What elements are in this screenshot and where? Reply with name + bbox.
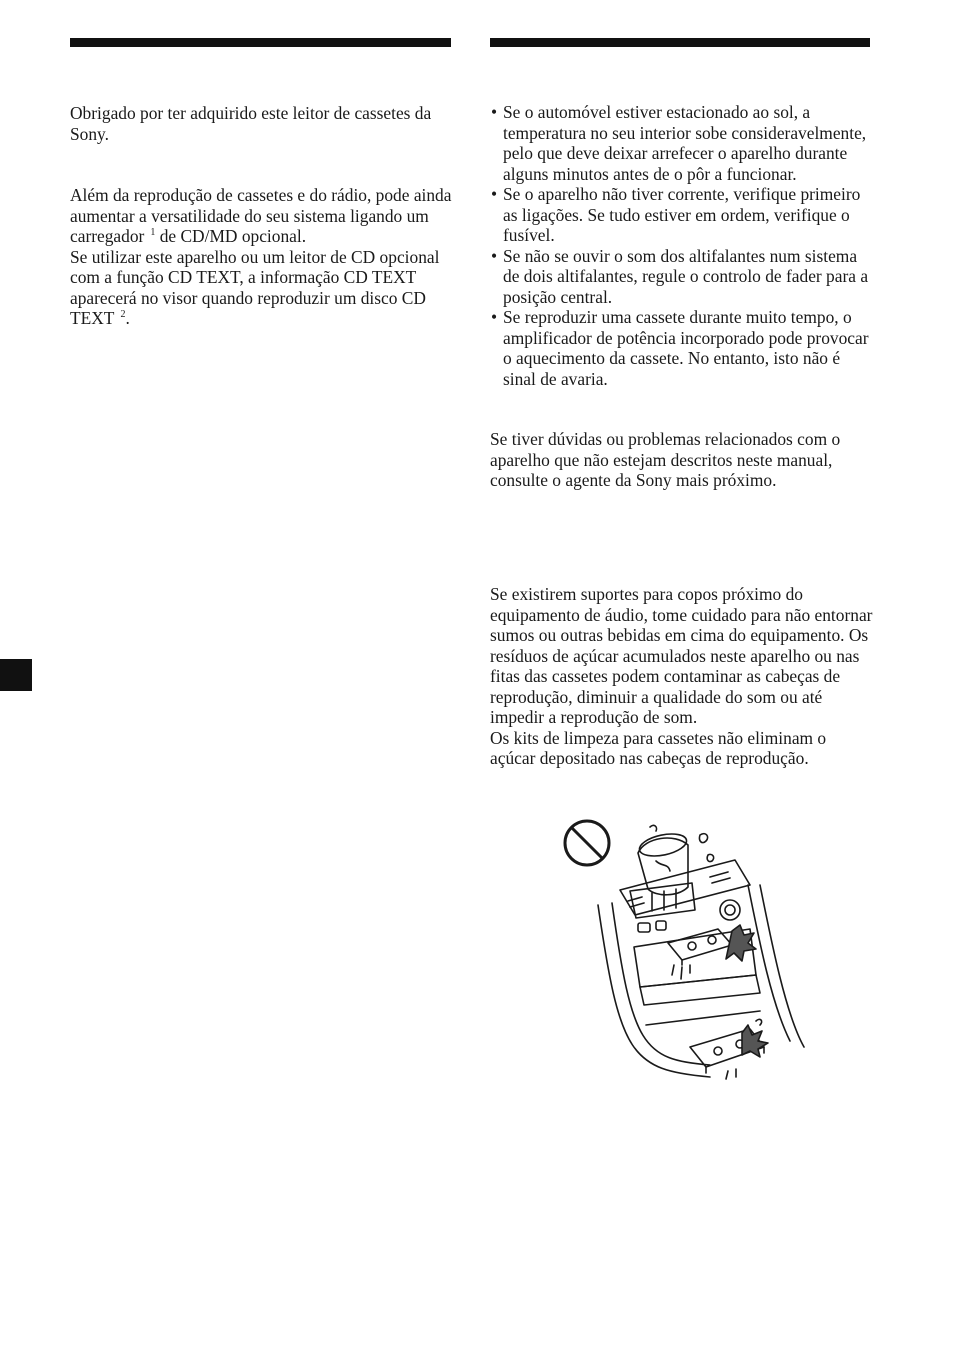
cup-holder-paragraph: Se existirem suportes para copos próximo do equipamento de áudio, tome cuidado para não entornar sumos ou outras bebidas em cima do equipamento. Os resíduos de açúcar acumulados neste aparelho ou nas fitas das cassetes podem contaminar as cabeças de reprodução, diminuir a qualidade do som ou até impedir a reprodução de som.: [490, 584, 873, 727]
precaution-item: [490, 246, 875, 308]
precaution-text: Se o aparelho não tiver corrente, verifique primeiro as ligações. Se tudo estiver em ordem, verifique o fusível.: [503, 184, 861, 245]
cdtext-text: Se utilizar este aparelho ou um leitor de CD opcional com a função CD TEXT, a informação CD TEXT aparecerá no visor quando reproduzir um disco CD TEXT: [70, 246, 440, 328]
bullet-dot: •: [491, 102, 498, 122]
help-block: [490, 429, 875, 491]
section-tab-marker: [0, 659, 32, 691]
features-text-end: de CD/MD opcional.: [155, 226, 307, 246]
features-paragraph: [70, 185, 455, 247]
left-column: [70, 103, 455, 144]
bullet-dot: •: [491, 245, 498, 266]
precautions-block: [490, 102, 875, 389]
features-text: Além da reprodução de cassetes e do rádio, pode ainda aumentar a versatilidade do seu sistema ligando um carregador: [70, 185, 452, 246]
bullet-dot: •: [491, 184, 498, 204]
features-block: [70, 185, 455, 329]
precaution-item: [490, 102, 875, 184]
footnote-ref-2: 2: [120, 309, 126, 320]
cleaning-kit-paragraph: Os kits de limpeza para cassetes não eliminam o açúcar depositado nas cabeças de reprodução.: [490, 727, 827, 768]
cup-holder-block: [490, 584, 875, 769]
help-paragraph: Se tiver dúvidas ou problemas relacionados com o aparelho que não estejam descritos neste manual, consulte o agente da Sony mais próximo.: [490, 429, 841, 490]
precaution-text: Se reproduzir uma cassete durante muito tempo, o amplificador de potência incorporado pode provocar o aquecimento da cassete. No entanto, isto não é sinal de avaria.: [503, 307, 869, 389]
right-header-rule: [490, 38, 870, 47]
precautions-list: [490, 102, 875, 389]
prohibition-icon: [565, 821, 609, 865]
intro-paragraph: Obrigado por ter adquirido este leitor de cassetes da Sony.: [70, 103, 432, 144]
precaution-item: [490, 184, 875, 246]
cdtext-paragraph: [70, 247, 455, 329]
cdtext-text-end: .: [125, 308, 130, 328]
spilled-drink-warning-illustration: [560, 815, 810, 1085]
footnote-ref-1: 1: [150, 227, 156, 238]
precaution-text: Se não se ouvir o som dos altifalantes num sistema de dois altifalantes, regule o controlo de fader para a posição central.: [503, 245, 869, 307]
left-header-rule: [70, 38, 451, 47]
precaution-text: Se o automóvel estiver estacionado ao sol, a temperatura no seu interior sobe consideravelmente, pelo que deve deixar arrefecer o aparelho durante alguns minutos antes de o pôr a funcionar.: [503, 102, 867, 184]
bullet-dot: •: [491, 307, 498, 327]
precaution-item: [490, 307, 875, 389]
